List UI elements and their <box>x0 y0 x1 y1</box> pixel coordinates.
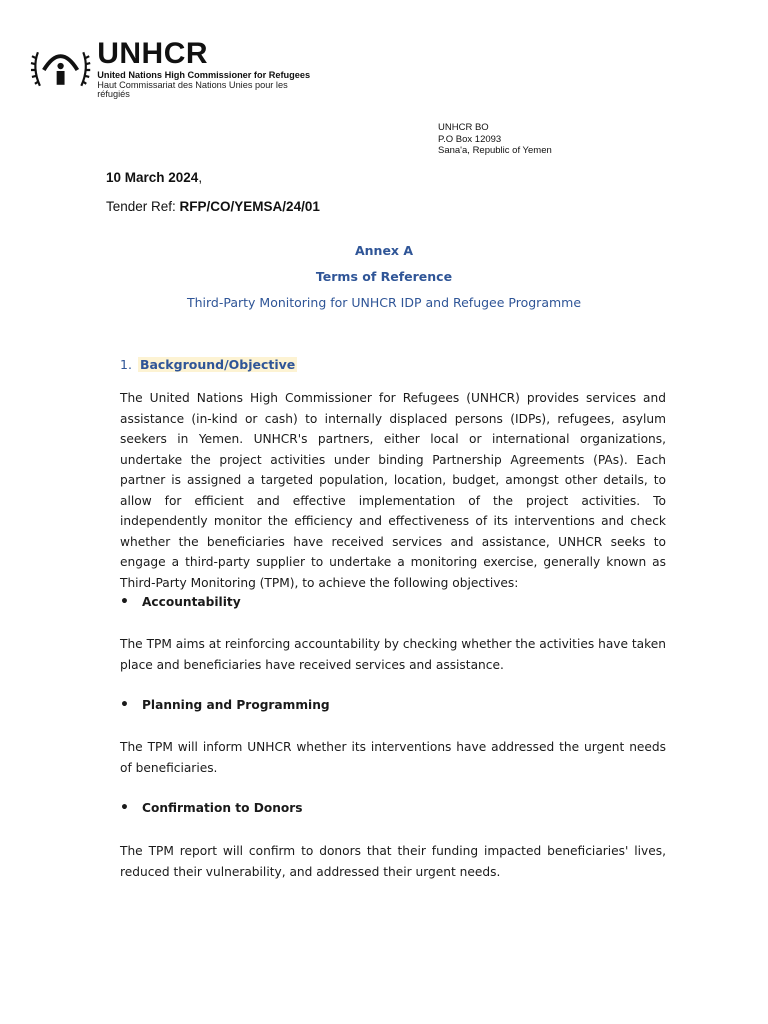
objective-bullet <box>120 697 330 713</box>
objective-bullet <box>120 800 303 816</box>
bullet-icon: • <box>120 800 129 816</box>
objective-paragraph: The TPM will inform UNHCR whether its interventions have addressed the urgent needs of beneficiaries. <box>120 740 666 775</box>
address-line: Sana'a, Republic of Yemen <box>438 145 552 156</box>
document-date <box>106 170 202 185</box>
objective-paragraph: The TPM report will confirm to donors that their funding impacted beneficiaries' lives, reduced their vulnerability, and addressed their urgent needs. <box>120 844 666 879</box>
address-line: UNHCR BO <box>438 122 489 133</box>
background-paragraph: The United Nations High Commissioner for Refugees (UNHCR) provides services and assistance (in-kind or cash) to internally displaced persons (IDPs), refugees, asylum seekers in Yemen. UNHCR's partners, either local or international organizations, undertake the project activities under binding Partnership Agreements (PAs). Each partner is assigned a targeted population, location, budget, amongst other details, to allow for efficient and effective implementation of the project activities. To independently monitor the efficiency and effectiveness of its interventions and check whether the beneficiaries have received services and assistance, UNHCR seeks to engage a third-party supplier to undertake a monitoring exercise, generally known as Third-Party Monitoring (TPM), to achieve the following objectives: <box>120 391 666 590</box>
logo-french-subtitle: Haut Commissariat des Nations Unies pour les réfugiés <box>97 79 288 100</box>
objective-paragraph: The TPM aims at reinforcing accountability by checking whether the activities have taken place and beneficiaries have received services and assistance. <box>120 637 666 672</box>
objective-title: Accountability <box>142 595 241 609</box>
tender-ref-value: RFP/CO/YEMSA/24/01 <box>179 199 320 214</box>
section-number: 1. <box>120 357 132 372</box>
date-suffix: , <box>198 170 203 185</box>
section-heading <box>120 357 297 372</box>
logo-name: UNHCR <box>97 36 209 70</box>
objective-bullet <box>120 594 241 610</box>
date-value: 10 March 2024 <box>106 170 199 185</box>
document-subtitle: Third-Party Monitoring for UNHCR IDP and Refugee Programme <box>186 295 582 310</box>
unhcr-logo <box>30 36 320 100</box>
section-title: Background/Objective <box>139 357 296 372</box>
unhcr-emblem-icon <box>30 46 91 92</box>
tender-reference <box>106 199 320 214</box>
bullet-icon: • <box>120 594 129 610</box>
address-block <box>438 122 552 157</box>
objective-title: Confirmation to Donors <box>142 801 303 815</box>
tender-label: Tender Ref: <box>106 199 180 214</box>
address-line: P.O Box 12093 <box>438 133 502 145</box>
logo-english-subtitle: United Nations High Commissioner for Refugees <box>97 69 311 80</box>
objective-title: Planning and Programming <box>142 698 330 712</box>
terms-of-reference-title: Terms of Reference <box>315 269 453 284</box>
annex-title: Annex A <box>354 243 414 258</box>
bullet-icon: • <box>120 697 129 713</box>
